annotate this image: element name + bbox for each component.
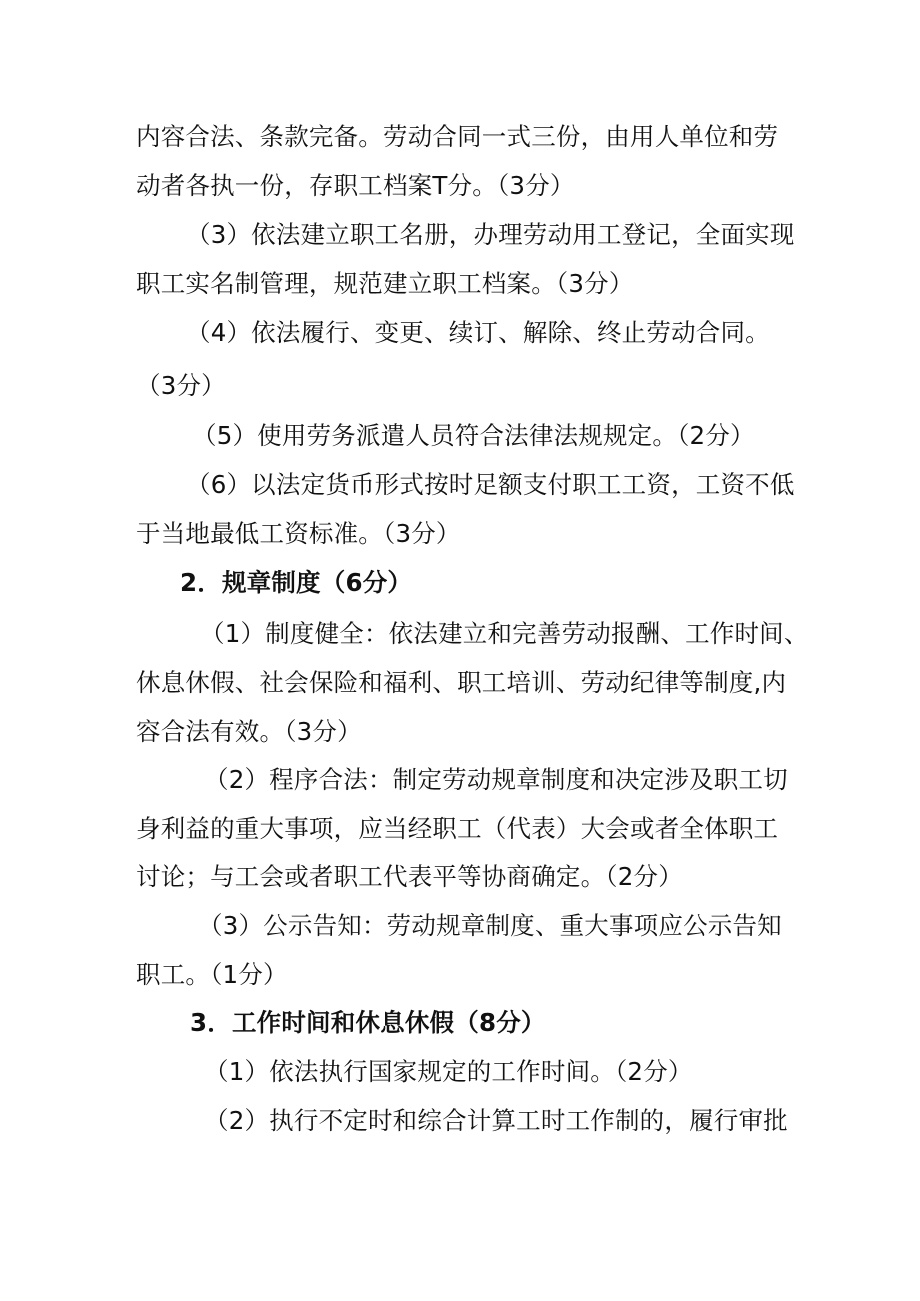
text-line: （3）依法建立职工名册，办理劳动用工登记，全面实现 (186, 220, 795, 249)
section-heading-3: 3．工作时间和休息休假（8分） (190, 1008, 546, 1037)
text-line: （2）执行不定时和综合计算工时工作制的，履行审批 (204, 1106, 788, 1135)
text-line: （4）依法履行、变更、续订、解除、终止劳动合同。 (186, 318, 770, 347)
text-line: （1）依法执行国家规定的工作时间。（2分） (204, 1057, 693, 1086)
text-line: 休息休假、社会保险和福利、职工培训、劳动纪律等制度,内 (136, 668, 787, 697)
text-line: 讨论；与工会或者职工代表平等协商确定。（2分） (136, 862, 683, 891)
section-heading-2: 2．规章制度（6分） (180, 568, 413, 597)
text-line: 职工实名制管理，规范建立职工档案。（3分） (136, 269, 634, 298)
text-line: （3分） (136, 371, 226, 400)
text-line: （3）公示告知：劳动规章制度、重大事项应公示告知 (198, 911, 782, 940)
text-line: 内容合法、条款完备。劳动合同一式三份，由用人单位和劳 (136, 122, 779, 151)
text-line: 身利益的重大事项，应当经职工（代表）大会或者全体职工 (136, 814, 779, 843)
text-line: 容合法有效。（3分） (136, 717, 362, 746)
text-line: 职工。（1分） (136, 960, 288, 989)
text-line: （6）以法定货币形式按时足额支付职工工资，工资不低 (186, 470, 795, 499)
text-line: （2）程序合法：制定劳动规章制度和决定涉及职工切 (204, 765, 788, 794)
text-line: 动者各执一份，存职工档案T分。（3分） (136, 171, 575, 200)
text-line: （1）制度健全：依法建立和完善劳动报酬、工作时间、 (200, 619, 809, 648)
text-line: 于当地最低工资标准。（3分） (136, 519, 461, 548)
text-line: （5）使用劳务派遣人员符合法律法规规定。（2分） (192, 421, 755, 450)
